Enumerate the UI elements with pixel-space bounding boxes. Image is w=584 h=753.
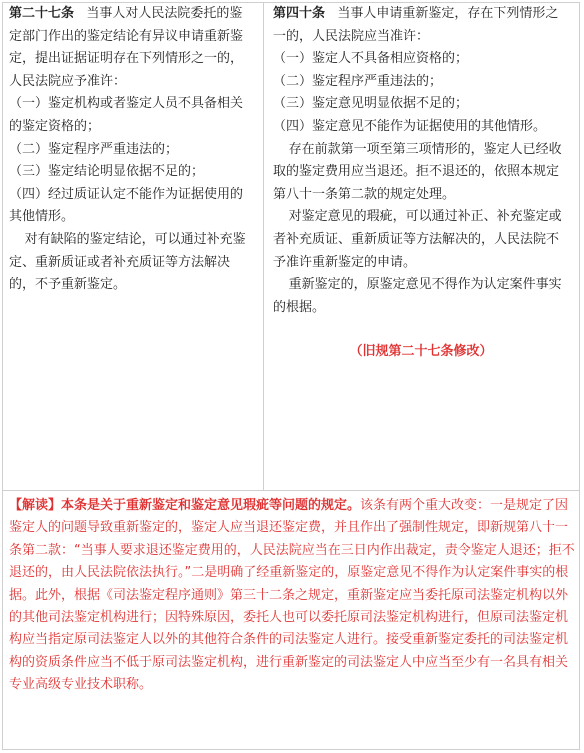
- old-article-item: （二）鉴定程序严重违法的；: [9, 141, 179, 157]
- old-article-column: [9, 3, 255, 297]
- new-article-item: （二）鉴定程序严重违法的；: [273, 73, 443, 89]
- interpretation-body: 该条有两个重大改变：一是规定了因鉴定人的问题导致重新鉴定的，鉴定人应当退还鉴定费，并且作出了强制性规定，即新规第八十一条第二款：“当事人要求退还鉴定费用的，人民法院应当在三日内作出裁定，责令鉴定人退还；拒不退还的，由人民法院依法执行。”二是明确了经重新鉴定的，原鉴定意见不得作为认定案件事实的根据。此外，根据《司法鉴定程序通则》第三十二条之规定，重新鉴定应当委托原司法鉴定机构以外的其他司法鉴定机构进行；因特殊原因，委托人也可以委托原司法鉴定机构进行，但原司法鉴定机构应当指定原司法鉴定人以外的其他符合条件的司法鉴定人进行。接受重新鉴定委托的司法鉴定机构的资质条件应当不低于原司法鉴定机构，进行重新鉴定的司法鉴定人中应当至少有一名具有相关专业高级专业技术职称。: [9, 498, 575, 693]
- old-article-intro: [9, 3, 255, 93]
- new-article-paragraph: 重新鉴定的，原鉴定意见不得作为认定案件事实的根据。: [273, 277, 562, 315]
- old-article-heading: 第二十七条: [9, 6, 75, 21]
- new-article-paragraph: 对鉴定意见的瑕疵，可以通过补正、补充鉴定或者补充质证、重新质证等方法解决的，人民法院不予准许重新鉴定的申请。: [273, 209, 562, 270]
- row-divider: [2, 490, 580, 491]
- new-article-item: （三）鉴定意见明显依据不足的；: [273, 96, 469, 112]
- old-article-item: （三）鉴定结论明显依据不足的；: [9, 164, 205, 180]
- interpretation-block: [9, 495, 575, 697]
- new-article-item: （一）鉴定人不具备相应资格的；: [273, 51, 469, 67]
- new-article-paragraph: 存在前款第一项至第三项情形的，鉴定人已经收取的鉴定费用应当退还。拒不退还的，依照本规定第八十一条第二款的规定处理。: [273, 141, 562, 202]
- new-article-heading: 第四十条: [273, 6, 326, 21]
- new-article-item: （四）鉴定意见不能作为证据使用的其他情形。: [273, 118, 547, 134]
- column-divider: [263, 2, 264, 490]
- new-article-intro-text: 当事人申请重新鉴定，存在下列情形之一的，人民法院应当准许：: [273, 6, 559, 44]
- new-article-column: [273, 3, 569, 364]
- old-article-item: （一）鉴定机构或者鉴定人员不具备相关的鉴定资格的；: [9, 96, 244, 134]
- old-article-closing: 对有缺陷的鉴定结论，可以通过补充鉴定、重新质证或者补充质证等方法解决的，不予重新鉴定。: [9, 231, 246, 293]
- old-article-item: （四）经过质证认定不能作为证据使用的其他情形。: [9, 186, 244, 225]
- amendment-note: （旧规第二十七条修改）: [349, 344, 493, 360]
- old-article-intro-text: 当事人对人民法院委托的鉴定部门作出的鉴定结论有异议申请重新鉴定，提出证据证明存在下列情形之一的，人民法院应予准许：: [9, 6, 244, 89]
- interpretation-lead: 【解读】本条是关于重新鉴定和鉴定意见瑕疵等问题的规定。: [9, 498, 361, 513]
- new-article-intro: [273, 3, 569, 48]
